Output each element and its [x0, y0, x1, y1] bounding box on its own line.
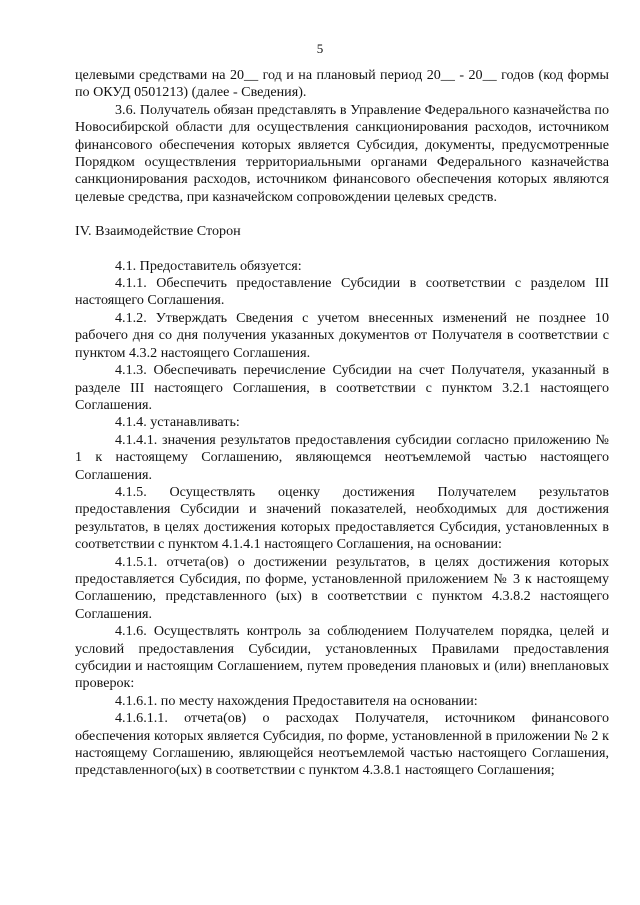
paragraph: целевыми средствами на 20__ год и на плановый период 20__ - 20__ годов (код формы по ОКУД 0501213) (далее - Сведения).	[75, 67, 609, 101]
document-body	[75, 67, 609, 780]
clause-4-1-4-1: 4.1.4.1. значения результатов предоставления субсидии согласно приложению № 1 к настоящему Соглашению, являющемся неотъемлемой частью настоящего Соглашения.	[75, 431, 609, 483]
clause-4-1-4: 4.1.4. устанавливать:	[115, 414, 240, 431]
clause-4-1-6-1: 4.1.6.1. по месту нахождения Предоставителя на основании:	[115, 692, 478, 709]
clause-4-1-6-1-1: 4.1.6.1.1. отчета(ов) о расходах Получателя, источником финансового обеспечения которых является Субсидия, по форме, установленной в приложении № 2 к настоящему Соглашению, являющейся неотъемлемой частью настоящего Соглашения, представленного(ых) в соответствии с пунктом 4.3.8.1 настоящего Соглашения;	[75, 710, 609, 779]
section-heading: IV. Взаимодействие Сторон	[75, 223, 241, 240]
clause-4-1-5: 4.1.5. Осуществлять оценку достижения Получателем результатов предоставления Субсидии и значений показателей, необходимых для достижения результатов, в целях достижения которых предоставляется Субсидия, установленных в соответствии с пунктом 4.1.4.1 настоящего Соглашения, на основании:	[75, 483, 609, 553]
clause-4-1-1: 4.1.1. Обеспечить предоставление Субсидии в соответствии с разделом III настоящего Соглашения.	[75, 275, 609, 309]
clause-4-1-5-1: 4.1.5.1. отчета(ов) о достижении результатов, в целях достижения которых предоставляется Субсидия, по форме, установленной приложением № 3 к настоящему Соглашению, представленного (ых) в соответствии с пунктом 4.3.8.2 настоящего Соглашения.	[75, 553, 609, 622]
page-number: 5	[316, 41, 324, 56]
clause-4-1-6: 4.1.6. Осуществлять контроль за соблюдением Получателем порядка, целей и условий предоставления Субсидии, установленных Правилами предоставления субсидии и настоящим Соглашением, путем проведения плановых и (или) внеплановых проверок:	[75, 623, 609, 692]
paragraph: 3.6. Получатель обязан представлять в Управление Федерального казначейства по Новосибирской области для осуществления санкционирования расходов, источником финансового обеспечения которых является Субсидия, документы, предусмотренные Порядком осуществления территориальными органами Федерального казначейства санкционирования расходов, источником финансового обеспечения которых являются целевые средства, при казначейском сопровождении целевых средств.	[75, 101, 609, 205]
clause-4-1-3: 4.1.3. Обеспечивать перечисление Субсидии на счет Получателя, указанный в разделе III настоящего Соглашения, в соответствии с пунктом 3.2.1 настоящего Соглашения.	[75, 362, 609, 413]
clause-4-1-2: 4.1.2. Утверждать Сведения с учетом внесенных изменений не позднее 10 рабочего дня со дня получения указанных документов от Получателя в соответствии с пунктом 4.3.2 настоящего Соглашения.	[75, 309, 609, 361]
clause-4-1: 4.1. Предоставитель обязуется:	[115, 257, 302, 274]
